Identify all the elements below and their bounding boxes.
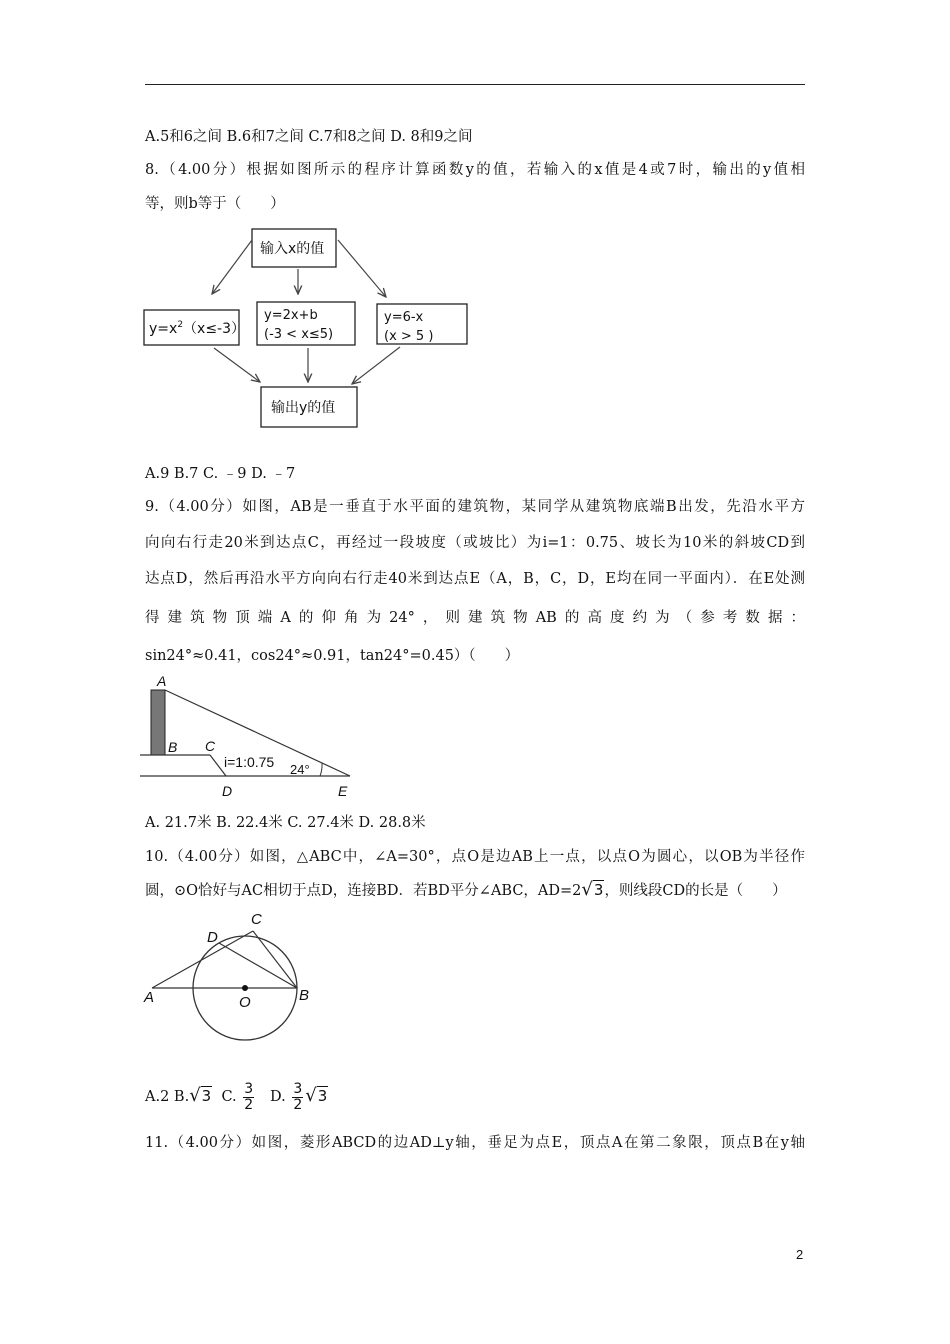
q10-text-line2-end: ，则线段CD的长是（ ） [604, 883, 787, 899]
q9-text-line5: sin24°≈0.41，cos24°≈0.91，tan24°=0.45）（ ） [145, 648, 520, 664]
left-box-label: $y=x^2(x\le-3)$ [149, 320, 246, 337]
segment-db [219, 943, 297, 988]
fraction-numerator: 3 [244, 1080, 254, 1097]
label-b: B [299, 987, 310, 1004]
q10-ad-radicand: 3 [593, 881, 604, 899]
label-d: D [207, 929, 218, 946]
header-rule [145, 84, 805, 85]
input-box-label: 输入x的值 [260, 241, 325, 257]
angle-arc [320, 763, 322, 776]
q10-option-a: A.2 [145, 1089, 170, 1105]
label-o: O [239, 994, 251, 1011]
sqrt-sign: √ [189, 1085, 201, 1106]
segment-ac [152, 931, 253, 988]
arrow-right-to-output [352, 347, 400, 384]
fraction-numerator: 3 [293, 1080, 303, 1097]
q9-text-line3: 达点D，然后再沿水平方向向右行走40米到达点E（A，B，C，D，E均在同一平面内）．在E处测 [145, 571, 805, 587]
segment-cb [253, 931, 297, 988]
middle-box-line2: (-3 < x≤5) [264, 327, 334, 342]
q10-option-b-label: B. [173, 1089, 190, 1105]
label-b: B [168, 739, 178, 755]
q10-option-b-radicand: 3 [201, 1087, 212, 1105]
q10-text-line2 [145, 880, 787, 901]
q8-text-line1: 8.（4.00分）根据如图所示的程序计算函数y的值，若输入的x值是4或7时，输出的y值相 [145, 162, 805, 178]
q8-options: A.9 B.7 C. ﹣9 D. ﹣7 [145, 466, 296, 482]
center-point-o [242, 985, 248, 991]
arrow-left-to-output [214, 348, 260, 382]
building-ab [151, 690, 165, 755]
q7-options: A.5和6之间 B.6和7之间 C.7和8之间 D. 8和9之间 [145, 129, 473, 145]
label-c: C [251, 911, 262, 928]
q10-option-d-radicand: 3 [317, 1087, 328, 1105]
q10-text-line2-start: 圆，⊙O恰好与AC相切于点D，连接BD．若BD平分∠ABC，AD=2 [145, 883, 582, 899]
q10-option-c-label: C. [221, 1089, 237, 1105]
arrow-to-right [338, 240, 386, 297]
q9-options: A. 21.7米 B. 22.4米 C. 27.4米 D. 28.8米 [145, 815, 426, 831]
q9-text-line2: 向向右行走20米到达点C，再经过一段坡度（或坡比）为i=1：0.75、坡长为10米的斜坡CD到 [145, 535, 805, 551]
arrow-to-left [212, 240, 252, 294]
q10-text-line1: 10.（4.00分）如图，△ABC中，∠A=30°，点O是边AB上一点，以点O为圆心，以OB为半径作 [145, 849, 805, 865]
right-box-line2: (x > 5 ) [384, 329, 434, 344]
fraction-denominator: 2 [244, 1096, 254, 1113]
sqrt-sign: √ [581, 879, 593, 900]
label-e: E [338, 783, 348, 799]
label-a: A [157, 673, 167, 689]
output-box-label: 输出y的值 [271, 400, 336, 416]
middle-box-line1: y=2x+b [264, 308, 318, 323]
q9-text-line4: 得建筑物顶端A的仰角为24°，则建筑物AB的高度约为（参考数据： [145, 610, 805, 626]
label-d: D [222, 783, 233, 799]
sqrt-sign: √ [305, 1085, 317, 1106]
angle-label: 24° [290, 762, 310, 777]
q9-text-line1: 9.（4.00分）如图，AB是一垂直于水平面的建筑物，某同学从建筑物底端B出发，先沿水平方 [145, 499, 805, 515]
q10-option-c-fraction [243, 1082, 254, 1113]
q10-option-d-label: D. [269, 1089, 286, 1105]
label-c: C [205, 738, 216, 754]
page-number: 2 [796, 1247, 804, 1262]
q9-slope-figure [140, 672, 360, 802]
label-a: A [144, 989, 155, 1006]
q11-text-line1: 11.（4.00分）如图，菱形ABCD的边AD⊥y轴，垂足为点E，顶点A在第二象限，顶点B在y轴 [145, 1135, 805, 1151]
fraction-denominator: 2 [293, 1096, 303, 1113]
q8-text-line2: 等，则b等于（ ） [145, 196, 285, 212]
q10-circle-figure [140, 906, 330, 1041]
q8-flowchart-figure [140, 224, 480, 434]
right-box-line1: y=6-x [384, 310, 424, 325]
slope-label: i=1:0.75 [224, 754, 275, 770]
q10-option-d-fraction [292, 1082, 303, 1113]
q10-options [145, 1078, 328, 1115]
